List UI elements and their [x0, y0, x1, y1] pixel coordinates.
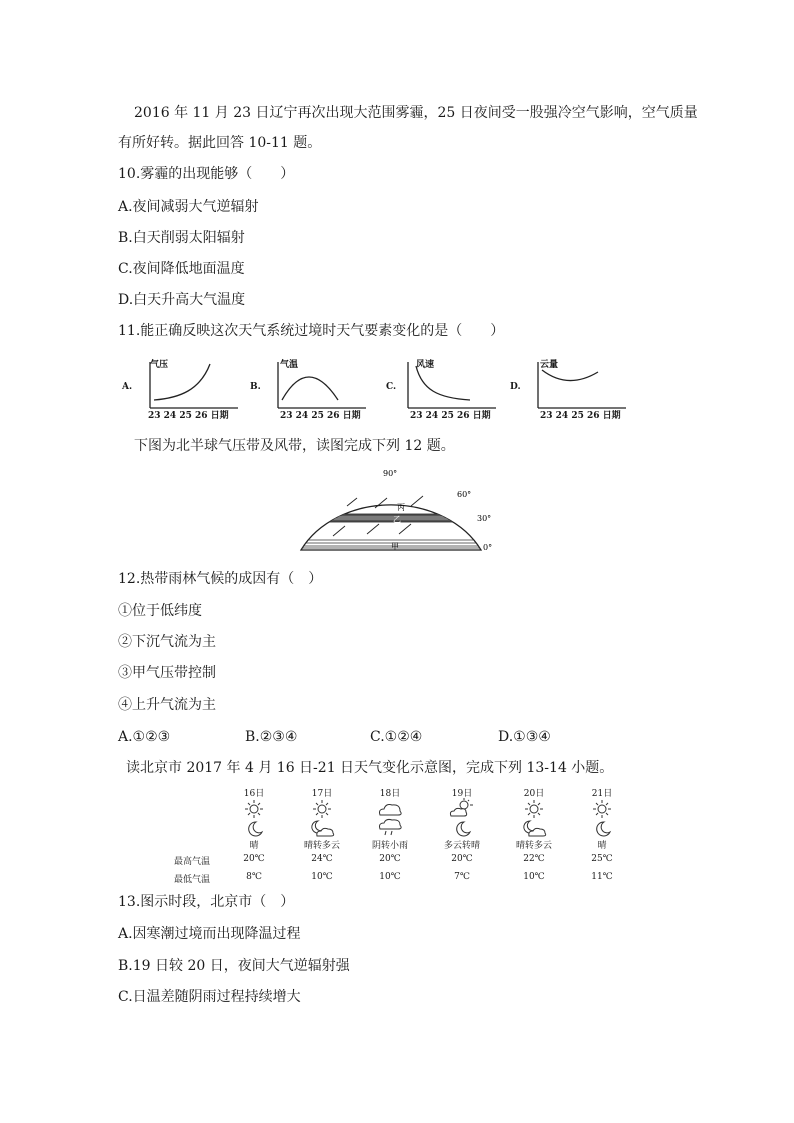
sun-icon	[524, 800, 544, 818]
day-low: 8℃	[246, 872, 262, 882]
lat-0-label: 0°	[483, 543, 493, 552]
row-label-high: 最高气温	[174, 857, 211, 867]
lat-30-label: 30°	[477, 514, 492, 523]
chart-a-ylabel: 气压	[150, 360, 169, 370]
day-desc: 晴转多云	[303, 841, 340, 851]
q12-item-4: ④上升气流为主	[118, 697, 216, 713]
chart-c-wind-speed-plot	[398, 360, 498, 410]
chart-d-cloud-cover-plot	[528, 360, 628, 410]
chart-b-xlabel: 23 24 25 26 日期	[280, 411, 361, 421]
moon-icon	[592, 820, 612, 838]
day-desc: 多云转晴	[443, 841, 480, 851]
moon-icon	[244, 820, 264, 838]
chart-d-ylabel: 云量	[540, 360, 559, 370]
day-high: 22℃	[523, 854, 545, 864]
q12-choice-a: A.①②③	[118, 729, 171, 745]
sun-icon	[312, 800, 332, 818]
day-date: 16日	[243, 789, 265, 799]
moon-cloud-icon	[520, 820, 548, 838]
belt-label-yi: 乙	[393, 515, 401, 524]
weather-table	[170, 782, 630, 890]
day-date: 19日	[451, 789, 473, 799]
sun-icon	[244, 800, 264, 818]
moon-icon	[452, 820, 472, 838]
chart-b-ylabel: 气温	[280, 360, 299, 370]
q12-choice-b: B.②③④	[245, 729, 298, 745]
q10-option-a: A.夜间减弱大气逆辐射	[118, 199, 259, 215]
chart-c-xlabel: 23 24 25 26 日期	[410, 411, 491, 421]
q12-item-1: ①位于低纬度	[118, 603, 202, 619]
day-high: 20℃	[243, 854, 265, 864]
day-date: 17日	[311, 789, 333, 799]
day-high: 24℃	[311, 854, 333, 864]
q13-option-a: A.因寒潮过境而出现降温过程	[118, 926, 301, 942]
q12-item-3: ③甲气压带控制	[118, 665, 216, 681]
day-desc: 阴转小雨	[371, 841, 408, 851]
q10-option-d: D.白天升高大气温度	[118, 292, 246, 308]
chart-d-xlabel: 23 24 25 26 日期	[540, 411, 621, 421]
question-11-stem: 11.能正确反映这次天气系统过境时天气要素变化的是（ ）	[118, 323, 505, 339]
chart-c-letter: C.	[386, 382, 397, 392]
intro-weather-text: 读北京市 2017 年 4 月 16 日-21 日天气变化示意图，完成下列 13-14 小题。	[126, 760, 614, 776]
day-low: 10℃	[523, 872, 545, 882]
day-low: 10℃	[311, 872, 333, 882]
lat-90-label: 90°	[383, 469, 398, 478]
day-high: 25℃	[591, 854, 613, 864]
day-date: 21日	[591, 789, 613, 799]
day-desc: 晴	[249, 841, 259, 851]
intro-diagram-text: 下图为北半球气压带及风带，读图完成下列 12 题。	[134, 438, 455, 454]
chart-b-letter: B.	[250, 382, 261, 392]
chart-d-letter: D.	[510, 382, 521, 392]
q13-option-b: B.19 日较 20 日，夜间大气逆辐射强	[118, 958, 350, 974]
chart-c-ylabel: 风速	[416, 360, 435, 370]
lat-60-label: 60°	[457, 490, 472, 499]
day-desc: 晴	[597, 841, 607, 851]
day-date: 18日	[379, 789, 401, 799]
q12-choice-c: C.①②④	[370, 729, 423, 745]
chart-b-temperature-plot	[268, 360, 368, 410]
day-low: 7℃	[454, 872, 470, 882]
day-low: 10℃	[379, 872, 401, 882]
moon-cloud-icon	[308, 820, 336, 838]
sun-icon	[592, 800, 612, 818]
q12-choice-d: D.①③④	[498, 729, 551, 745]
day-high: 20℃	[379, 854, 401, 864]
q13-option-c: C.日温差随阴雨过程持续增大	[118, 989, 301, 1005]
q12-item-2: ②下沉气流为主	[118, 634, 216, 650]
day-desc: 晴转多云	[515, 841, 552, 851]
q10-option-c: C.夜间降低地面温度	[118, 261, 245, 277]
question-10-stem: 10.雾霾的出现能够（ ）	[118, 166, 295, 182]
q10-option-b: B.白天削弱太阳辐射	[118, 230, 245, 246]
pressure-wind-belt-diagram	[295, 466, 505, 556]
chart-a-pressure-plot	[140, 360, 240, 410]
day-low: 11℃	[591, 872, 613, 882]
belt-label-jia: 甲	[391, 542, 399, 551]
question-12-stem: 12.热带雨林气候的成因有（ ）	[118, 571, 323, 587]
belt-label-bing: 丙	[397, 503, 405, 512]
intro-line-1: 2016 年 11 月 23 日辽宁再次出现大范围雾霾，25 日夜间受一股强冷空气影响，空气质量	[134, 105, 698, 121]
intro-line-2: 有所好转。据此回答 10-11 题。	[118, 135, 322, 151]
day-date: 20日	[523, 789, 545, 799]
chart-a-letter: A.	[122, 382, 133, 392]
sun-cloud-icon	[448, 798, 476, 818]
rain-cloud-icon	[376, 818, 404, 838]
day-high: 20℃	[451, 854, 473, 864]
cloud-icon	[376, 800, 404, 818]
row-label-low: 最低气温	[174, 875, 211, 885]
chart-a-xlabel: 23 24 25 26 日期	[148, 411, 229, 421]
question-13-stem: 13.图示时段，北京市（ ）	[118, 894, 295, 910]
